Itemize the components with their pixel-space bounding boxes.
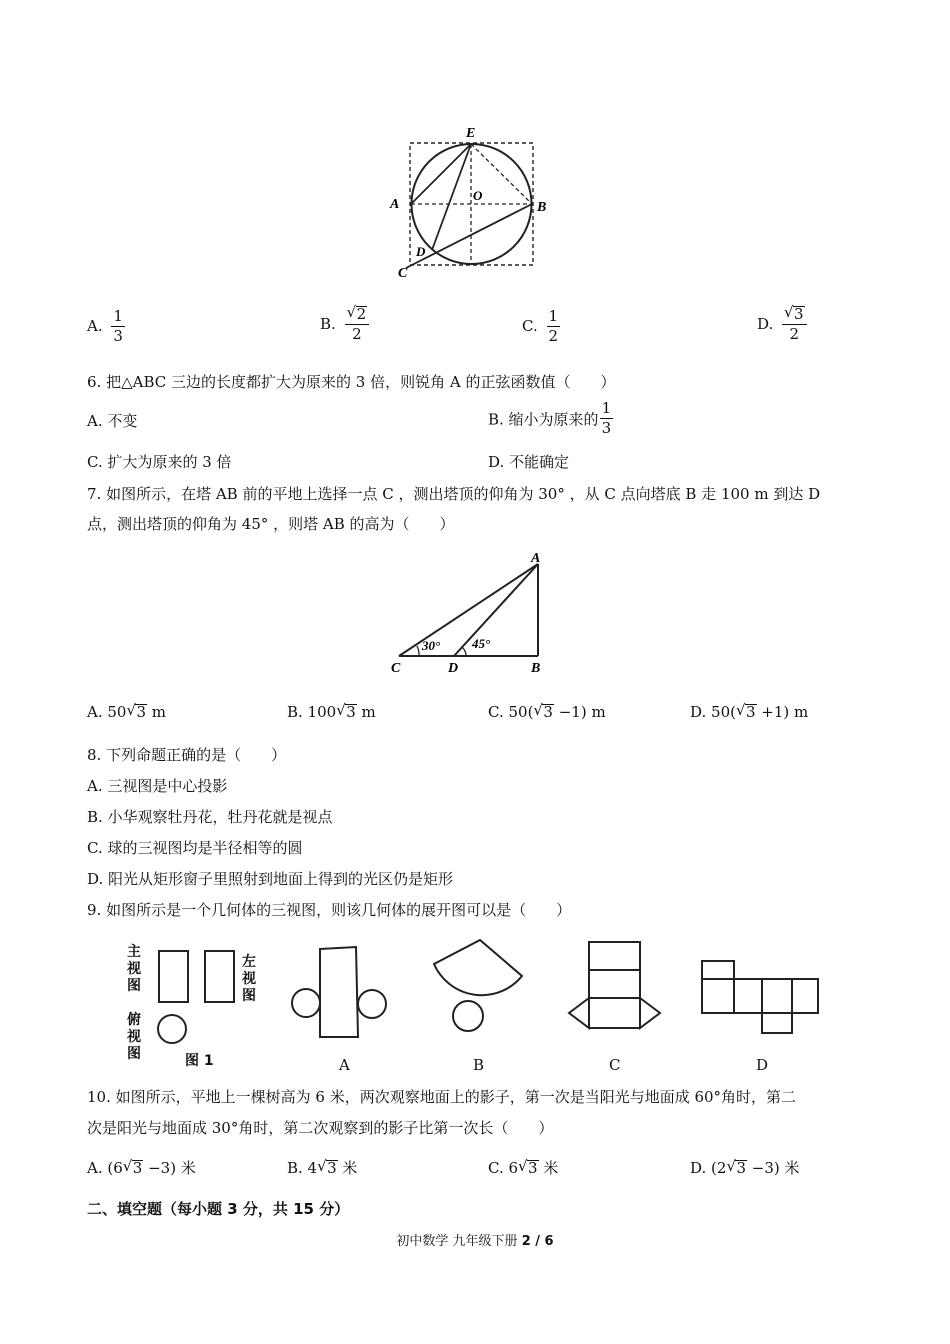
label-C: C	[398, 266, 408, 280]
q6-option-a[interactable]: A. 不变	[87, 412, 138, 430]
label-A: A	[390, 197, 400, 212]
q9-option-d-label[interactable]: D	[756, 1056, 769, 1074]
q7-option-c[interactable]: C. 50(√ 3 −1) m	[488, 703, 606, 721]
net-option-b	[430, 938, 530, 1048]
q8-option-a[interactable]: A. 三视图是中心投影	[87, 777, 228, 795]
net-option-c	[563, 938, 668, 1038]
q7-option-a[interactable]: A. 50√ 3 m	[87, 703, 166, 721]
q9-stem: 9. 如图所示是一个几何体的三视图，则该几何体的展开图可以是（ ）	[87, 901, 572, 919]
angle-45-label: 45°	[472, 636, 491, 651]
q8-option-c[interactable]: C. 球的三视图均是半径相等的圆	[87, 839, 303, 857]
q7-stem-line2: 点，测出塔顶的仰角为 45° ，则塔 AB 的高为（ ）	[87, 515, 455, 533]
label-B: B	[531, 661, 541, 676]
label-D: D	[448, 661, 459, 676]
q10-stem-line1: 10. 如图所示，平地上一棵树高为 6 米，两次观察地面上的影子，第一次是当阳光与地面成 60°角时，第二	[87, 1088, 797, 1106]
page-number: 2 / 6	[521, 1234, 554, 1249]
q7-option-d[interactable]: D. 50(√ 3 +1) m	[690, 703, 808, 721]
top-view-label: 俯视图	[127, 1012, 141, 1062]
fraction: √ $\frac{2}{2}$	[345, 306, 370, 344]
q7-option-b[interactable]: B. 100√ 3 m	[287, 703, 376, 721]
q5-option-b[interactable]: B. √ $\frac{2}{2}$	[320, 306, 369, 344]
angle-30-label: 30°	[422, 638, 441, 653]
q10-option-c[interactable]: C. 6√ 3 米	[488, 1157, 558, 1178]
figure-three-views	[150, 945, 250, 1045]
q10-option-a[interactable]: A. (6√ 3 −3) 米	[87, 1157, 196, 1178]
q9-option-b-label[interactable]: B	[473, 1056, 485, 1074]
label-E: E	[466, 126, 476, 141]
main-view-label: 主视图	[127, 944, 141, 994]
fraction: √ $\frac{3}{2}$	[782, 306, 807, 344]
q6-option-c[interactable]: C. 扩大为原来的 3 倍	[87, 453, 232, 471]
figure-tower	[385, 548, 560, 678]
fraction: $\frac{1}{2}$	[548, 307, 559, 346]
page-footer	[0, 1230, 950, 1249]
q9-option-a-label[interactable]: A	[339, 1056, 350, 1074]
net-option-a	[288, 945, 393, 1045]
label-A: A	[531, 551, 541, 566]
figure-1-caption: 图 1	[185, 1053, 214, 1069]
fraction: $\frac{1}{3}$	[601, 399, 612, 438]
q6-option-d[interactable]: D. 不能确定	[488, 453, 570, 471]
q7-stem-line1: 7. 如图所示，在塔 AB 前的平地上选择一点 C ，测出塔顶的仰角为 30° ，从 C 点向塔底 B 走 100 m 到达 D	[87, 485, 821, 503]
q8-stem: 8. 下列命题正确的是（ ）	[87, 746, 287, 764]
section-2-heading: 二、填空题（每小题 3 分，共 15 分）	[87, 1200, 350, 1218]
label-O: O	[473, 188, 483, 203]
q10-option-d[interactable]: D. (2√ 3 −3) 米	[690, 1157, 800, 1178]
left-view-label: 左视图	[242, 954, 256, 1004]
q5-option-a[interactable]: A. $\frac{1}{3}$	[87, 307, 123, 346]
q8-option-b[interactable]: B. 小华观察牡丹花，牡丹花就是视点	[87, 808, 333, 826]
q9-option-c-label[interactable]: C	[609, 1056, 621, 1074]
q5-option-d[interactable]: D. √ $\frac{3}{2}$	[757, 306, 807, 344]
net-option-d	[698, 955, 823, 1040]
label-B: B	[537, 200, 547, 215]
footer-text: 初中数学 九年级下册	[396, 1234, 522, 1249]
label-C: C	[391, 661, 401, 676]
label-D: D	[416, 244, 426, 259]
fraction: $\frac{1}{3}$	[113, 307, 123, 346]
figure-circle-square	[385, 120, 555, 280]
q6-option-b[interactable]: B. 缩小为原来的 $\frac{1}{3}$	[488, 399, 612, 438]
q10-stem-line2: 次是阳光与地面成 30°角时，第二次观察到的影子比第一次长（ ）	[87, 1119, 554, 1137]
q10-option-b[interactable]: B. 4√ 3 米	[287, 1157, 357, 1178]
q5-option-c[interactable]: C. $\frac{1}{2}$	[522, 307, 559, 346]
q8-option-d[interactable]: D. 阳光从矩形窗子里照射到地面上得到的光区仍是矩形	[87, 870, 454, 888]
q6-stem: 6. 把△ABC 三边的长度都扩大为原来的 3 倍，则锐角 A 的正弦函数值（ ）	[87, 373, 616, 391]
